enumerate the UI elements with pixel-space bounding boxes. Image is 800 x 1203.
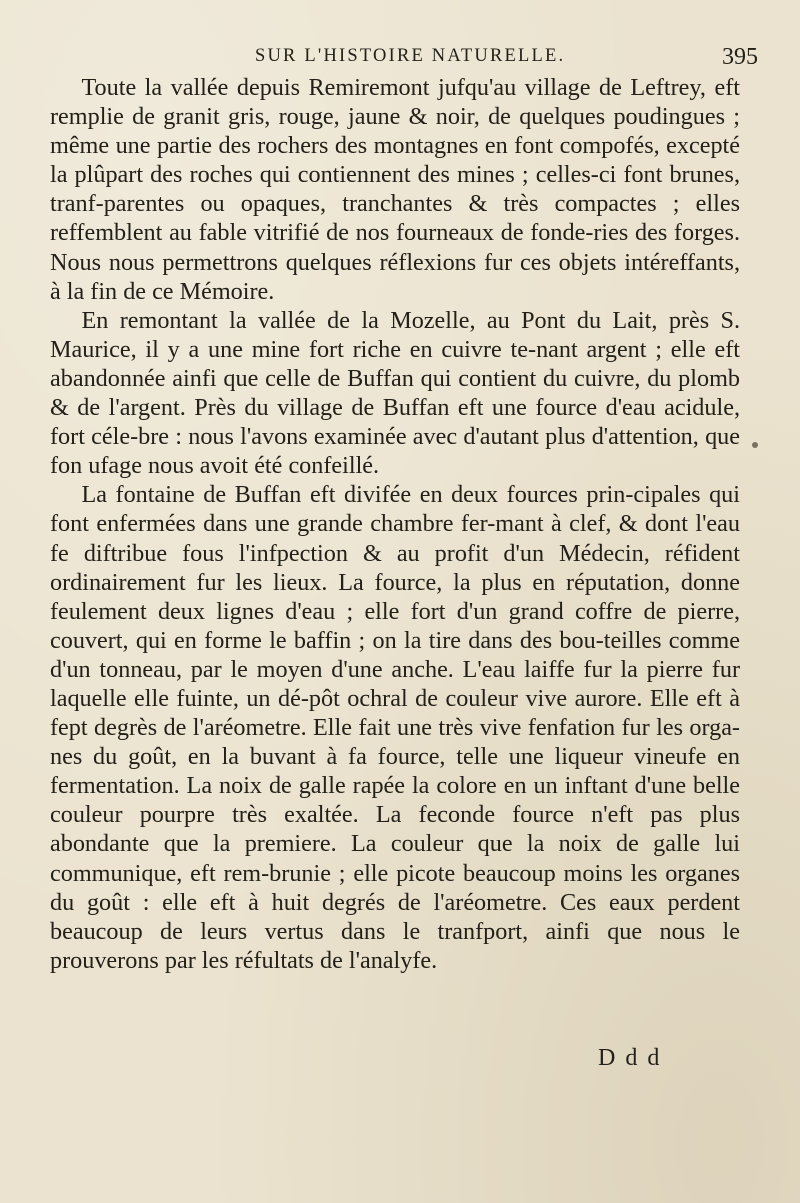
- ink-speck: [752, 442, 758, 448]
- page-number: 395: [722, 44, 758, 70]
- body-text: [50, 73, 740, 975]
- page-header: [0, 46, 800, 76]
- signature-mark: D d d: [598, 1045, 662, 1071]
- paragraph-mozelle: En remontant la vallée de la Mozelle, au Pont du Lait, près S. Maurice, il y a une mine fort riche en cuivre te-nant argent ; elle eft abandonnée ainfi que celle de Buffan qui contient du cuivre, du plomb & de l'argent. Près du village de Buffan eft une fource d'eau acidule, fort céle-bre : nous l'avons examinée avec d'autant plus d'attention, que fon ufage nous avoit été confeillé.: [50, 306, 740, 480]
- running-head: SUR L'HISTOIRE NATURELLE.: [255, 46, 566, 66]
- paragraph-fontaine: La fontaine de Buffan eft divifée en deux fources prin-cipales qui font enfermées dans une grande chambre fer-mant à clef, & dont l'eau fe diftribue fous l'infpection & au profit d'un Médecin, réfident ordinairement fur les lieux. La fource, la plus en réputation, donne feulement deux lignes d'eau ; elle fort d'un grand coffre de pierre, couvert, qui en forme le baffin ; on la tire dans des bou-teilles comme d'un tonneau, par le moyen d'une anche. L'eau laiffe fur la pierre fur laquelle elle fuinte, un dé-pôt ochral de couleur vive aurore. Elle eft à fept degrès de l'aréometre. Elle fait une très vive fenfation fur les orga-nes du goût, en la buvant à fa fource, telle une liqueur vineufe en fermentation. La noix de galle rapée la colore en un inftant d'une belle couleur pourpre très exaltée. La feconde fource n'eft pas plus abondante que la premiere. La couleur que la noix de galle lui communique, eft rem-brunie ; elle picote beaucoup moins les organes du goût : elle eft à huit degrés de l'aréometre. Ces eaux perdent beaucoup de leurs vertus dans le tranfport, ainfi que nous le prouverons par les réfultats de l'analyfe.: [50, 481, 740, 974]
- paragraph-vallee: Toute la vallée depuis Remiremont jufqu'au village de Leftrey, eft remplie de granit gris, rouge, jaune & noir, de quelques poudingues ; même une partie des rochers des montagnes en font compofés, excepté la plûpart des roches qui contiennent des mines ; celles-ci font brunes, tranf-parentes ou opaques, tranchantes & très compactes ; elles reffemblent au fable vitrifié de nos fourneaux de fonde-ries des forges. Nous nous permettrons quelques réflexions fur ces objets intéreffants, à la fin de ce Mémoire.: [50, 74, 740, 305]
